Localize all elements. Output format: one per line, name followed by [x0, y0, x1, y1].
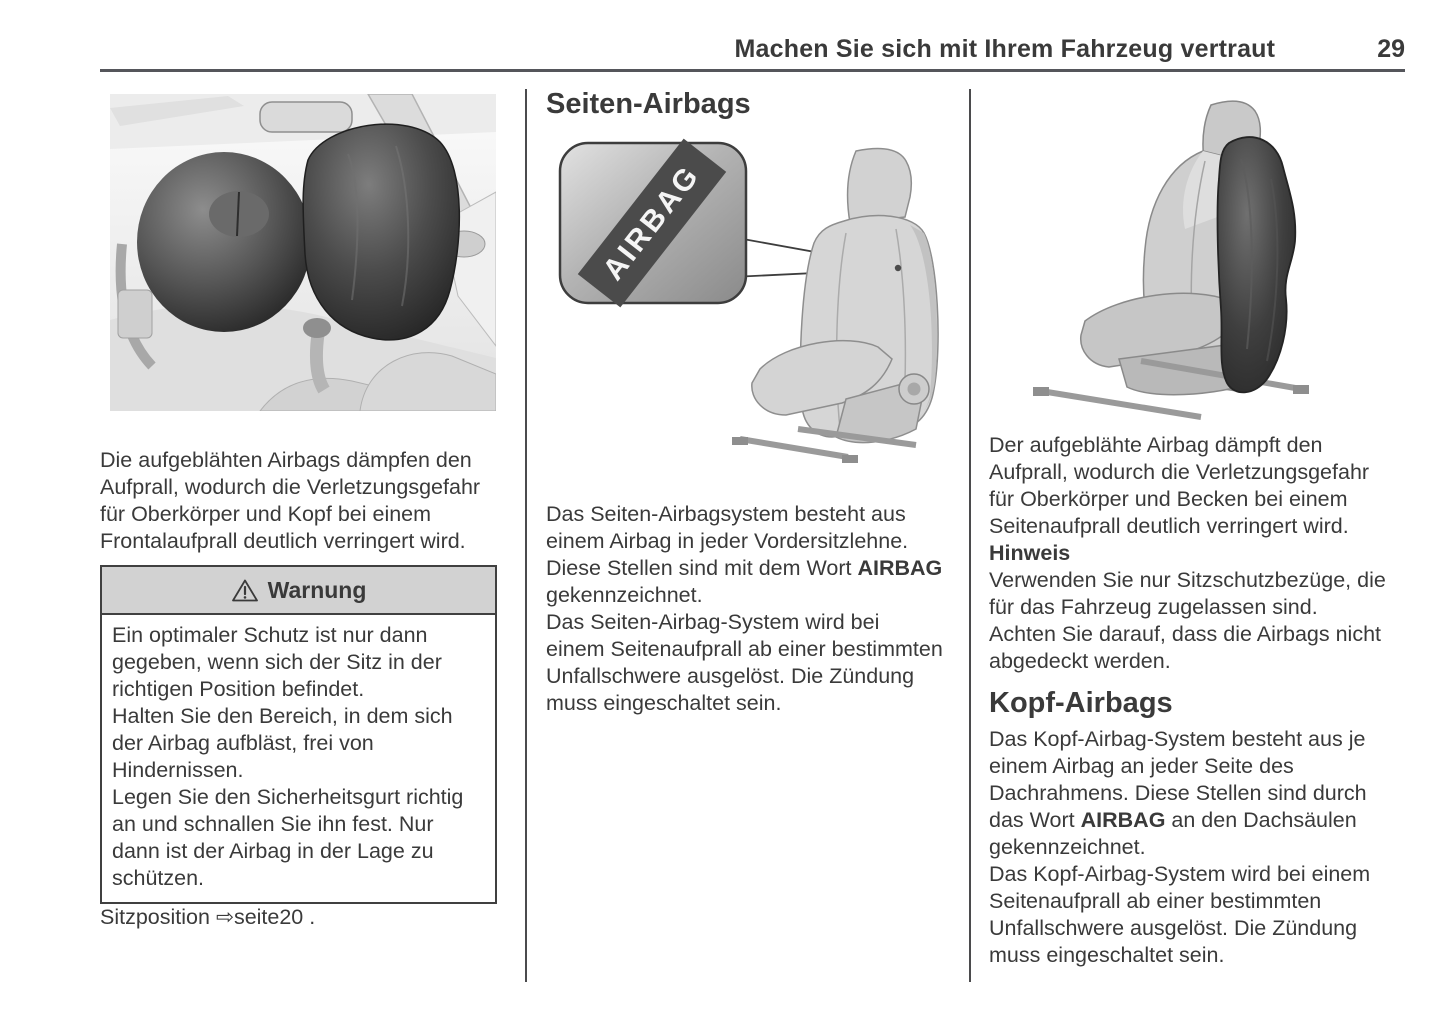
- warning-line: Legen Sie den Sicherheitsgurt richtig an und schnallen Sie ihn fest. Nur dann ist der Airbag in der Lage zu schützen.: [112, 785, 464, 890]
- left-column: [100, 89, 497, 982]
- page-number: 29: [1377, 35, 1405, 63]
- paragraph-text: an den Dachsäulen gekennzeichnet.: [989, 808, 1357, 859]
- middle-column: [546, 89, 943, 982]
- page-content: [100, 89, 1445, 982]
- warning-triangle-icon: [231, 578, 259, 603]
- driver-airbag: [137, 152, 311, 332]
- warning-line: Halten Sie den Bereich, in dem sich der Airbag aufbläst, frei von Hindernissen.: [112, 704, 453, 782]
- right-column: [989, 89, 1386, 982]
- middle-text-block: [546, 501, 943, 717]
- headrest: [848, 149, 912, 223]
- page-reference-arrow-icon: ⇨: [215, 905, 234, 930]
- paragraph-text: gekennzeichnet.: [546, 583, 703, 607]
- column-divider: [525, 89, 527, 982]
- warning-body: [102, 615, 495, 902]
- paragraph: [546, 501, 943, 609]
- seat-rail: [740, 439, 848, 457]
- paragraph: Das Seiten-Airbag-System wird bei einem Seitenaufprall ab einer bestimmten Unfallschwere ausgelöst. Die Zündung muss eingeschaltet sein.: [546, 610, 943, 715]
- paragraph: [989, 726, 1386, 861]
- paragraph: Das Kopf-Airbag-System wird bei einem Seitenaufprall ab einer bestimmten Unfallschwere ausgelöst. Die Zündung muss eingeschaltet sein.: [989, 862, 1371, 967]
- deployed-side-airbag-seat-illustration: [989, 89, 1386, 422]
- paragraph-text: Das Seiten-Airbagsystem besteht aus einem Airbag in jeder Vordersitzlehne. Diese Stellen sind mit dem Wort: [546, 502, 909, 580]
- note-body: Verwenden Sie nur Sitzschutzbezüge, die für das Fahrzeug zugelassen sind. Achten Sie darauf, dass die Airbags nicht abgedeckt werden.: [989, 568, 1386, 673]
- cross-reference: [100, 904, 497, 931]
- warning-line: Ein optimaler Schutz ist nur dann gegeben, wenn sich der Sitz in der richtigen Position befindet.: [112, 623, 442, 701]
- airbag-label-location-illustration: [546, 137, 943, 477]
- airbag-seam-marker: [895, 265, 901, 271]
- warning-box: [100, 565, 497, 904]
- warning-header: [102, 567, 495, 615]
- deployed-side-airbag: [1218, 137, 1296, 392]
- passenger-airbag: [303, 124, 459, 340]
- front-seat-illustration: [732, 149, 938, 463]
- paragraph-text: Das Kopf-Airbag-System besteht aus je einem Airbag an jeder Seite des Dachrahmens. Diese Stellen sind durch das Wort: [989, 727, 1367, 832]
- airbag-word-bold: AIRBAG: [1080, 808, 1166, 832]
- column-divider: [969, 89, 971, 982]
- page-header: [100, 0, 1405, 72]
- front-airbags-deployed-illustration: [110, 94, 496, 411]
- airbag-label: AIRBAG: [596, 158, 707, 287]
- reference-suffix: .: [303, 905, 316, 929]
- page-title: Machen Sie sich mit Ihrem Fahrzeug vertraut: [734, 35, 1276, 63]
- rearview-mirror: [260, 102, 352, 132]
- airbag-callout-box: [560, 139, 746, 308]
- reference-text: Sitzposition: [100, 905, 216, 929]
- reference-target: seite20: [233, 905, 304, 929]
- note-label: Hinweis: [989, 541, 1071, 565]
- paragraph: Der aufgeblähte Airbag dämpft den Aufprall, wodurch die Verletzungsgefahr für Oberkörper und Becken bei einem Seitenaufprall deutlich verringert wird.: [989, 433, 1370, 538]
- warning-title: Warnung: [267, 576, 367, 603]
- section-heading-seiten-airbags: Seiten-Airbags: [546, 88, 751, 120]
- airbag-word-bold: AIRBAG: [857, 556, 943, 580]
- intro-paragraph: Die aufgeblähten Airbags dämpfen den Aufprall, wodurch die Verletzungsgefahr für Oberkörper und Kopf bei einem Frontalaufprall deutlich verringert wird.: [100, 448, 481, 553]
- section-heading-kopf-airbags: Kopf-Airbags: [989, 687, 1173, 719]
- gear-lever: [316, 334, 324, 390]
